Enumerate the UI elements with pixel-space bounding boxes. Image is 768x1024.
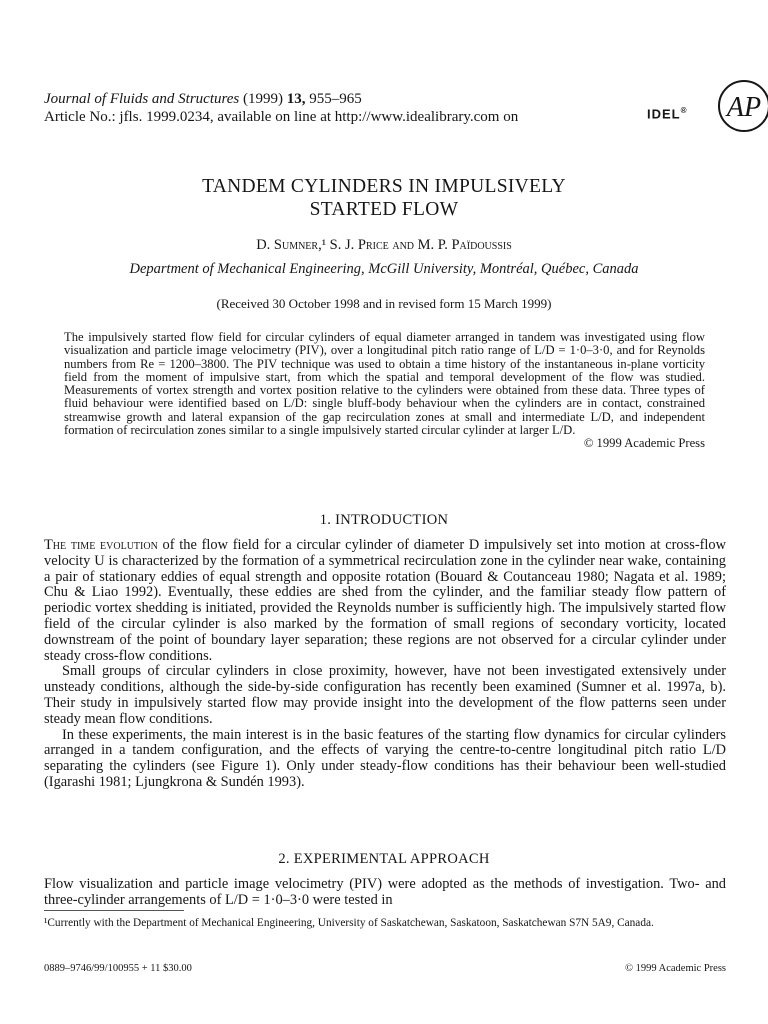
introduction-body [44, 538, 726, 791]
journal-header [44, 90, 762, 126]
footer-copyright: © 1999 Academic Press [624, 963, 726, 974]
article-line: Article No.: jfls. 1999.0234, available on line at http://www.idealibrary.com on [44, 109, 519, 125]
abstract-copyright: © 1999 Academic Press [583, 436, 705, 451]
footnote-divider [44, 910, 184, 911]
footer-issn: 0889–9746/99/100955 + 11 $30.00 [44, 963, 192, 974]
paper-title [44, 175, 724, 221]
journal-volume: 13, [286, 91, 306, 107]
section-heading-introduction: 1. INTRODUCTION [319, 512, 449, 528]
abstract [64, 331, 705, 451]
footnote: ¹Currently with the Department of Mechanical Engineering, University of Saskatchewan, Saskatoon, Saskatchewan S7N 5A9, Canada. [44, 917, 654, 929]
experimental-paragraph-1: Flow visualization and particle image velocimetry (PIV) were adopted as the methods of investigation. Two- and three-cylinder arrangements of L/D = 1·0–3·0 were tested in [44, 876, 726, 908]
intro-paragraph-2: Small groups of circular cylinders in close proximity, however, have not been investigated extensively under unsteady conditions, although the side-by-side configuration has recently been examined (Sumner et al. 1997a, b). Their study in impulsively started flow may provide insight into the development of the flow patterns seen under steady mean flow conditions. [44, 663, 726, 727]
journal-citation [44, 90, 734, 108]
ideal-logo-l: L [671, 106, 681, 122]
intro-paragraph-1-text: of the flow field for a circular cylinder of diameter D impulsively set into motion at cross-flow velocity U is characterized by the formation of a symmetrical recirculation zone in the cylinder near wake, containing a pair of stationary eddies of equal strength and opposite rotation (Bouard & Coutanceau 1980; Nagata et al. 1989; Chu & Liao 1992). Eventually, these eddies are shed from the cylinder, and the familiar steady flow pattern of periodic vortex shedding is initiated, provided the Reynolds number is sufficiently high. The impulsively started flow field of the circular cylinder is also marked by the formation of small regions of secondary vorticity, located downstream of the point of boundary layer separation; these regions are not observed for a circular cylinder under steady cross-flow conditions. [44, 537, 726, 664]
intro-lead-in: The time evolution [44, 537, 158, 553]
intro-paragraph-3: In these experiments, the main interest is in the basic features of the starting flow dynamics for circular cylinders arranged in a tandem configuration, and the effects of varying the centre-to-centre longitudinal pitch ratio L/D separating the cylinders (see Figure 1). Only under steady-flow conditions has their behaviour been well-studied (Igarashi 1981; Ljungkrona & Sundén 1993). [44, 726, 726, 790]
journal-pages: 955–965 [309, 91, 362, 107]
title-line-1: TANDEM CYLINDERS IN IMPULSIVELY [202, 176, 566, 197]
ideal-logo-text: IDE [647, 106, 672, 122]
received-dates: (Received 30 October 1998 and in revised form 15 March 1999) [216, 296, 552, 311]
ideal-logo [647, 106, 688, 121]
abstract-text: The impulsively started flow field for circular cylinders of equal diameter arranged in tandem was investigated using flow visualization and particle image velocimetry (PIV), over a longitudinal pitch ratio range of L/D = 1·0–3·0, and for Reynolds numbers from Re = 1200–3800. The PIV technique was used to obtain a time history of the instantaneous in-plane vorticity field from the moment of impulsive start, from which the spatial and temporal development of the flow was studied. Measurements of vortex strength and vortex position relative to the cylinders were obtained from these data. Three types of fluid behaviour were identified based on L/D: single bluff-body behaviour when the cylinders are in contact, constrained streamwise growth and lateral expansion of the gap recirculation zones at small and intermediate L/D, and independent formation of recirculation zones similar to a single impulsively started circular cylinder at larger L/D. [64, 330, 705, 438]
experimental-body [44, 877, 726, 909]
ap-logo-text: AP [726, 92, 762, 123]
authors: D. Sumner,¹ S. J. Price and M. P. Païdoussis [256, 237, 512, 253]
ideal-logo-reg: ® [680, 106, 688, 115]
journal-year: (1999) [243, 91, 284, 107]
academic-press-logo-icon [716, 78, 768, 134]
title-line-2: STARTED FLOW [309, 199, 459, 220]
affiliation: Department of Mechanical Engineering, McGill University, Montréal, Québec, Canada [129, 261, 639, 277]
intro-paragraph-1 [44, 538, 726, 664]
journal-name: Journal of Fluids and Structures [44, 91, 240, 107]
section-heading-experimental-approach: 2. EXPERIMENTAL APPROACH [278, 851, 490, 867]
